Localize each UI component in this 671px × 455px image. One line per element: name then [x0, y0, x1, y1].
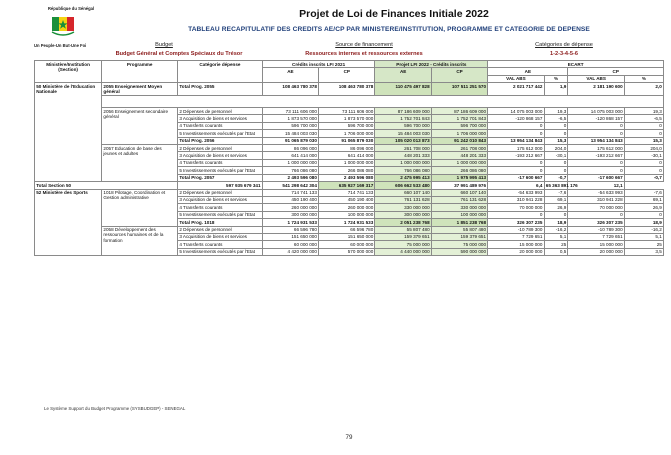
page-number: 79	[345, 434, 353, 441]
value-cell: 0	[624, 130, 663, 137]
table-row	[35, 189, 664, 196]
value-cell: 204,0	[624, 145, 663, 152]
value-cell: 766 086 080	[375, 167, 431, 174]
value-cell: 26,9	[544, 204, 568, 211]
value-cell: 0,5	[544, 248, 568, 255]
programme-cell: 2057 Education de base des jeunes et adultes	[102, 145, 178, 182]
value-cell: 70 000 000	[488, 204, 544, 211]
value-cell: 15 000 000	[488, 241, 544, 248]
value-cell: -17 600 667	[488, 174, 544, 181]
value-cell: 261 708 000	[431, 145, 487, 152]
value-cell: 0	[624, 211, 663, 218]
value-cell: 26,9	[624, 204, 663, 211]
header-ecart-cp: CP	[568, 68, 664, 75]
source-label: Source de financement	[335, 42, 393, 48]
value-cell: 0	[568, 159, 624, 166]
table-subtitle: TABLEAU RECAPITULATIF DES CREDITS AE/CP PAR MINISTERE/INSTITUTION, PROGRAMME ET CATEGORIE DE DEPENSE	[188, 26, 590, 33]
table-row	[35, 83, 664, 96]
value-cell: 3,5	[624, 248, 663, 255]
value-cell: 2 021 717 442	[488, 83, 544, 96]
value-cell: 450 190 400	[262, 196, 318, 203]
value-cell: 0	[544, 130, 568, 137]
value-cell: 2 493 596 080	[319, 174, 375, 181]
categories-label: Catégories de dépense	[535, 42, 593, 48]
value-cell: 25	[624, 241, 663, 248]
value-cell: 0	[544, 167, 568, 174]
value-cell: 5,1	[624, 233, 663, 240]
value-cell: 0	[568, 167, 624, 174]
value-cell: 18,9	[624, 219, 663, 226]
value-cell: 570 000 000	[319, 248, 375, 255]
value-cell: 1 873 570 000	[319, 115, 375, 122]
value-cell: 55 807 480	[375, 226, 431, 233]
value-cell: 66 596 780	[262, 226, 318, 233]
programme-cell: 2055 Enseignement Moyen général	[102, 83, 178, 96]
value-cell: 107 511 251 570	[431, 83, 487, 96]
value-cell: 12,1	[568, 182, 624, 189]
value-cell: 300 000 000	[375, 211, 431, 218]
value-cell: 6,4	[488, 182, 544, 189]
value-cell: -120 868 157	[568, 115, 624, 122]
value-cell: 660 107 140	[431, 189, 487, 196]
header-ministry: Ministère/Institution (Section)	[35, 61, 102, 83]
value-cell: 2 475 995 413	[375, 174, 431, 181]
header-val-abs: VAL ABS	[488, 75, 544, 82]
value-cell: 641 414 000	[319, 152, 375, 159]
value-cell: 86 096 000	[319, 145, 375, 152]
value-cell: 19,3	[544, 108, 568, 115]
ministry-cell: 50 Ministère de l'Education Nationale	[35, 83, 102, 182]
value-cell: -54 633 993	[488, 189, 544, 196]
header-cp: CP	[319, 68, 375, 83]
value-cell: 1 724 931 533	[319, 219, 375, 226]
value-cell: 260 000 000	[262, 204, 318, 211]
value-cell: -30,1	[624, 152, 663, 159]
header-programme: Programme	[102, 61, 178, 83]
value-cell: 261 708 000	[375, 145, 431, 152]
value-cell: 761 131 628	[375, 196, 431, 203]
header-pct: %	[624, 75, 663, 82]
value-cell: 65 363 891 176	[545, 182, 578, 188]
value-cell: -0,7	[624, 174, 663, 181]
value-cell: 13 954 134 843	[568, 137, 624, 144]
value-cell: 1 706 000 000	[431, 130, 487, 137]
value-cell: 151 650 000	[262, 233, 318, 240]
category-cell: Total Prog. 1018	[178, 219, 263, 226]
value-cell: 596 700 000	[262, 122, 318, 129]
category-cell: 3 Acquisition de biens et services	[178, 115, 263, 122]
value-cell: -10 789 300	[568, 226, 624, 233]
value-cell: 1 706 000 000	[319, 130, 375, 137]
value-cell: -0,7	[544, 174, 568, 181]
value-cell: 641 414 000	[262, 152, 318, 159]
value-cell: 596 700 000	[431, 122, 487, 129]
value-cell: 87 186 609 000	[375, 108, 431, 115]
category-cell: 5 Investissements exécutés par l'Etat	[178, 211, 263, 218]
value-cell: 55 807 480	[431, 226, 487, 233]
value-cell: 159 379 651	[431, 233, 487, 240]
value-cell: 0	[568, 211, 624, 218]
value-cell: 151 650 000	[319, 233, 375, 240]
value-cell: -30,1	[544, 152, 568, 159]
value-cell: 1 752 701 843	[431, 115, 487, 122]
value-cell: 108 463 780 378	[319, 83, 375, 96]
value-cell: 0	[568, 130, 624, 137]
credits-table-wrapper	[34, 60, 664, 256]
value-cell: 0	[544, 211, 568, 218]
value-cell: 175 612 000	[568, 145, 624, 152]
value-cell: -120 868 157	[488, 115, 544, 122]
category-cell: 4 Transferts courants	[178, 159, 263, 166]
value-cell: 1 752 701 843	[375, 115, 431, 122]
value-cell: 15,3	[624, 137, 663, 144]
value-cell: 175 612 000	[488, 145, 544, 152]
value-cell: 7 729 651	[568, 233, 624, 240]
table-row	[35, 108, 664, 115]
value-cell: 14 075 003 000	[568, 108, 624, 115]
value-cell: 66 596 780	[319, 226, 375, 233]
value-cell: 0	[488, 130, 544, 137]
category-cell: 3 Acquisition de biens et services	[178, 152, 263, 159]
value-cell: 330 000 000	[375, 204, 431, 211]
value-cell: 635 927 169 317	[319, 182, 375, 189]
value-cell: 310 941 228	[488, 196, 544, 203]
value-cell: 70 000 000	[568, 204, 624, 211]
table-row	[35, 182, 664, 189]
value-cell: 87 186 609 000	[431, 108, 487, 115]
senegal-emblem-icon	[50, 14, 76, 38]
header-lfi2021: Crédits inscrits LFI 2021	[262, 61, 375, 68]
value-cell: 0	[544, 159, 568, 166]
category-cell: 5 Investissements exécutés par l'Etat	[178, 130, 263, 137]
document-title: Projet de Loi de Finances Initiale 2022	[299, 8, 489, 20]
ministry-cell: 52 Ministère des Sports	[35, 189, 102, 256]
category-cell: Total Prog. 2056	[178, 137, 263, 144]
header-ecart-ae: AE	[488, 68, 568, 75]
value-cell: 596 700 000	[375, 122, 431, 129]
programme-cell: 2056 Enseignement secondaire général	[102, 108, 178, 145]
value-cell: 7 729 651	[488, 233, 544, 240]
value-cell: 19,3	[624, 108, 663, 115]
value-cell: -6,5	[544, 115, 568, 122]
header-ae: AE	[262, 68, 318, 83]
value-cell: 1 000 000 000	[262, 159, 318, 166]
value-cell: 266 086 080	[431, 167, 487, 174]
value-cell: 4 420 000 000	[262, 248, 318, 255]
value-cell: 1 000 000 000	[431, 159, 487, 166]
value-cell: 18,9	[544, 219, 568, 226]
value-cell: 606 662 533 480	[375, 182, 431, 189]
programme-cell: 1018 Pilotage, Coordination et Gestion administrative	[102, 189, 178, 226]
value-cell: -193 212 667	[568, 152, 624, 159]
value-cell: 0	[624, 122, 663, 129]
value-cell: 91 242 010 843	[431, 137, 487, 144]
value-cell: 159 379 651	[375, 233, 431, 240]
header-lfi2022: Projet LFI 2022 - Crédits inscrits	[375, 61, 488, 68]
value-cell: 0	[624, 159, 663, 166]
value-cell: 91 065 879 030	[319, 137, 375, 144]
republic-label: République du Sénégal	[47, 6, 95, 11]
table-row	[35, 226, 664, 233]
header-ecart: ECART	[488, 61, 664, 68]
value-cell: 2 493 596 080	[262, 174, 318, 181]
budget-label: Budget	[155, 42, 173, 48]
value-cell: 1 724 931 533	[262, 219, 318, 226]
value-cell: -17 600 667	[568, 174, 624, 181]
section-total-cell: Total Section 50	[35, 182, 178, 189]
value-cell: 60 000 000	[319, 241, 375, 248]
value-cell: -16,2	[624, 226, 663, 233]
value-cell: 15,3	[544, 137, 568, 144]
value-cell: 0	[624, 167, 663, 174]
value-cell: 597 935 679 341	[178, 182, 263, 189]
value-cell: -193 212 667	[488, 152, 544, 159]
categories-value: 1-2-3-4-5-6	[550, 51, 578, 57]
value-cell: -6,5	[624, 115, 663, 122]
value-cell: 86 096 000	[262, 145, 318, 152]
value-cell: -7,6	[544, 189, 568, 196]
value-cell: 660 107 140	[375, 189, 431, 196]
value-cell: 1 975 995 413	[431, 174, 487, 181]
value-cell: 0	[488, 159, 544, 166]
value-cell: 100 000 000	[319, 211, 375, 218]
credits-table	[34, 60, 664, 256]
value-cell: 75 000 000	[375, 241, 431, 248]
programme-cell: 2058 Développement des ressources humaines et de la formation	[102, 226, 178, 256]
value-cell: 1 000 000 000	[319, 159, 375, 166]
value-cell: 105 020 013 873	[375, 137, 431, 144]
value-cell: 25	[544, 241, 568, 248]
category-cell: 5 Investissements exécutés par l'Etat	[178, 167, 263, 174]
value-cell: -54 633 993	[568, 189, 624, 196]
value-cell: 0	[488, 122, 544, 129]
value-cell: 60 000 000	[262, 241, 318, 248]
value-cell: 300 000 000	[262, 211, 318, 218]
value-cell: 91 065 879 030	[262, 137, 318, 144]
category-cell: 2 Dépenses de personnel	[178, 226, 263, 233]
value-cell: 596 700 000	[319, 122, 375, 129]
value-cell: 541 298 642 304	[262, 182, 318, 189]
value-cell: 766 086 080	[262, 167, 318, 174]
value-cell: 0	[488, 167, 544, 174]
footer-source: Le Système Support du Budget Programme (SYSBUDGEP) - SENEGAL	[44, 406, 186, 411]
header-ae: AE	[375, 68, 431, 83]
header-category: Catégorie dépense	[178, 61, 263, 83]
value-cell: 20 000 000	[488, 248, 544, 255]
value-cell: 4 440 000 000	[375, 248, 431, 255]
value-cell: 448 201 333	[431, 152, 487, 159]
header-pct: %	[544, 75, 568, 82]
category-cell: 2 Dépenses de personnel	[178, 145, 263, 152]
value-cell: 266 086 080	[319, 167, 375, 174]
category-cell: Total Prog. 2057	[178, 174, 263, 181]
header-cp: CP	[431, 68, 487, 83]
category-cell: 4 Transferts courants	[178, 122, 263, 129]
value-cell: 110 475 497 828	[375, 83, 431, 96]
value-cell: 0	[544, 122, 568, 129]
value-cell: 15 484 003 030	[262, 130, 318, 137]
value-cell: 20 000 000	[568, 248, 624, 255]
value-cell: 2 181 190 600	[568, 83, 624, 96]
category-cell: 2 Dépenses de personnel	[178, 108, 263, 115]
category-cell: 3 Acquisition de biens et services	[178, 196, 263, 203]
value-cell: 108 463 780 378	[262, 83, 318, 96]
value-cell: 100 000 000	[431, 211, 487, 218]
spacer-cell	[102, 96, 664, 108]
value-cell: 1,9	[544, 83, 568, 96]
value-cell: 15 000 000	[568, 241, 624, 248]
category-cell: Total Prog. 2055	[178, 83, 263, 96]
source-value: Ressources internes et ressources externes	[305, 51, 423, 57]
document-page	[34, 6, 664, 449]
value-cell: 326 307 235	[488, 219, 544, 226]
value-cell: 1 873 570 000	[262, 115, 318, 122]
table-row	[35, 96, 664, 108]
value-cell: 714 741 133	[319, 189, 375, 196]
value-cell: 448 201 333	[375, 152, 431, 159]
header-val-abs: VAL ABS	[568, 75, 624, 82]
value-cell: 590 000 000	[431, 248, 487, 255]
value-cell: 204,0	[544, 145, 568, 152]
value-cell: -16,2	[544, 226, 568, 233]
value-cell: 69,1	[624, 196, 663, 203]
value-cell: 1 851 238 768	[431, 219, 487, 226]
value-cell: 73 111 606 000	[319, 108, 375, 115]
value-cell: 5,1	[544, 233, 568, 240]
value-cell: 0	[568, 122, 624, 129]
category-cell: 4 Transferts courants	[178, 241, 263, 248]
value-cell: 714 741 133	[262, 189, 318, 196]
motto-label: Un Peuple-Un But-Une Foi	[34, 43, 87, 48]
value-cell: 0	[488, 211, 544, 218]
value-cell: 14 075 003 000	[488, 108, 544, 115]
value-cell: 450 190 400	[319, 196, 375, 203]
value-cell: -7,6	[624, 189, 663, 196]
value-cell: 310 941 228	[568, 196, 624, 203]
value-cell: 37 991 489 976	[431, 182, 487, 189]
value-cell: 2,0	[624, 83, 663, 96]
value-cell: 330 000 000	[431, 204, 487, 211]
value-cell: 761 131 628	[431, 196, 487, 203]
value-cell: 13 954 134 843	[488, 137, 544, 144]
value-cell: 1 000 000 000	[375, 159, 431, 166]
value-cell: 15 484 003 030	[375, 130, 431, 137]
value-cell: 260 000 000	[319, 204, 375, 211]
value-cell: -10 789 300	[488, 226, 544, 233]
table-header-row	[35, 61, 664, 68]
value-cell: 69,1	[544, 196, 568, 203]
value-cell: 326 307 235	[568, 219, 624, 226]
category-cell: 3 Acquisition de biens et services	[178, 233, 263, 240]
category-cell: 4 Transferts courants	[178, 204, 263, 211]
budget-value: Budget Général et Comptes Spéciaux du Trésor	[115, 51, 243, 57]
value-cell: 2 051 238 768	[375, 219, 431, 226]
table-row	[35, 145, 664, 152]
value-cell: 75 000 000	[431, 241, 487, 248]
category-cell: 5 Investissements exécutés par l'Etat	[178, 248, 263, 255]
value-cell: 73 111 606 000	[262, 108, 318, 115]
category-cell: 2 Dépenses de personnel	[178, 189, 263, 196]
